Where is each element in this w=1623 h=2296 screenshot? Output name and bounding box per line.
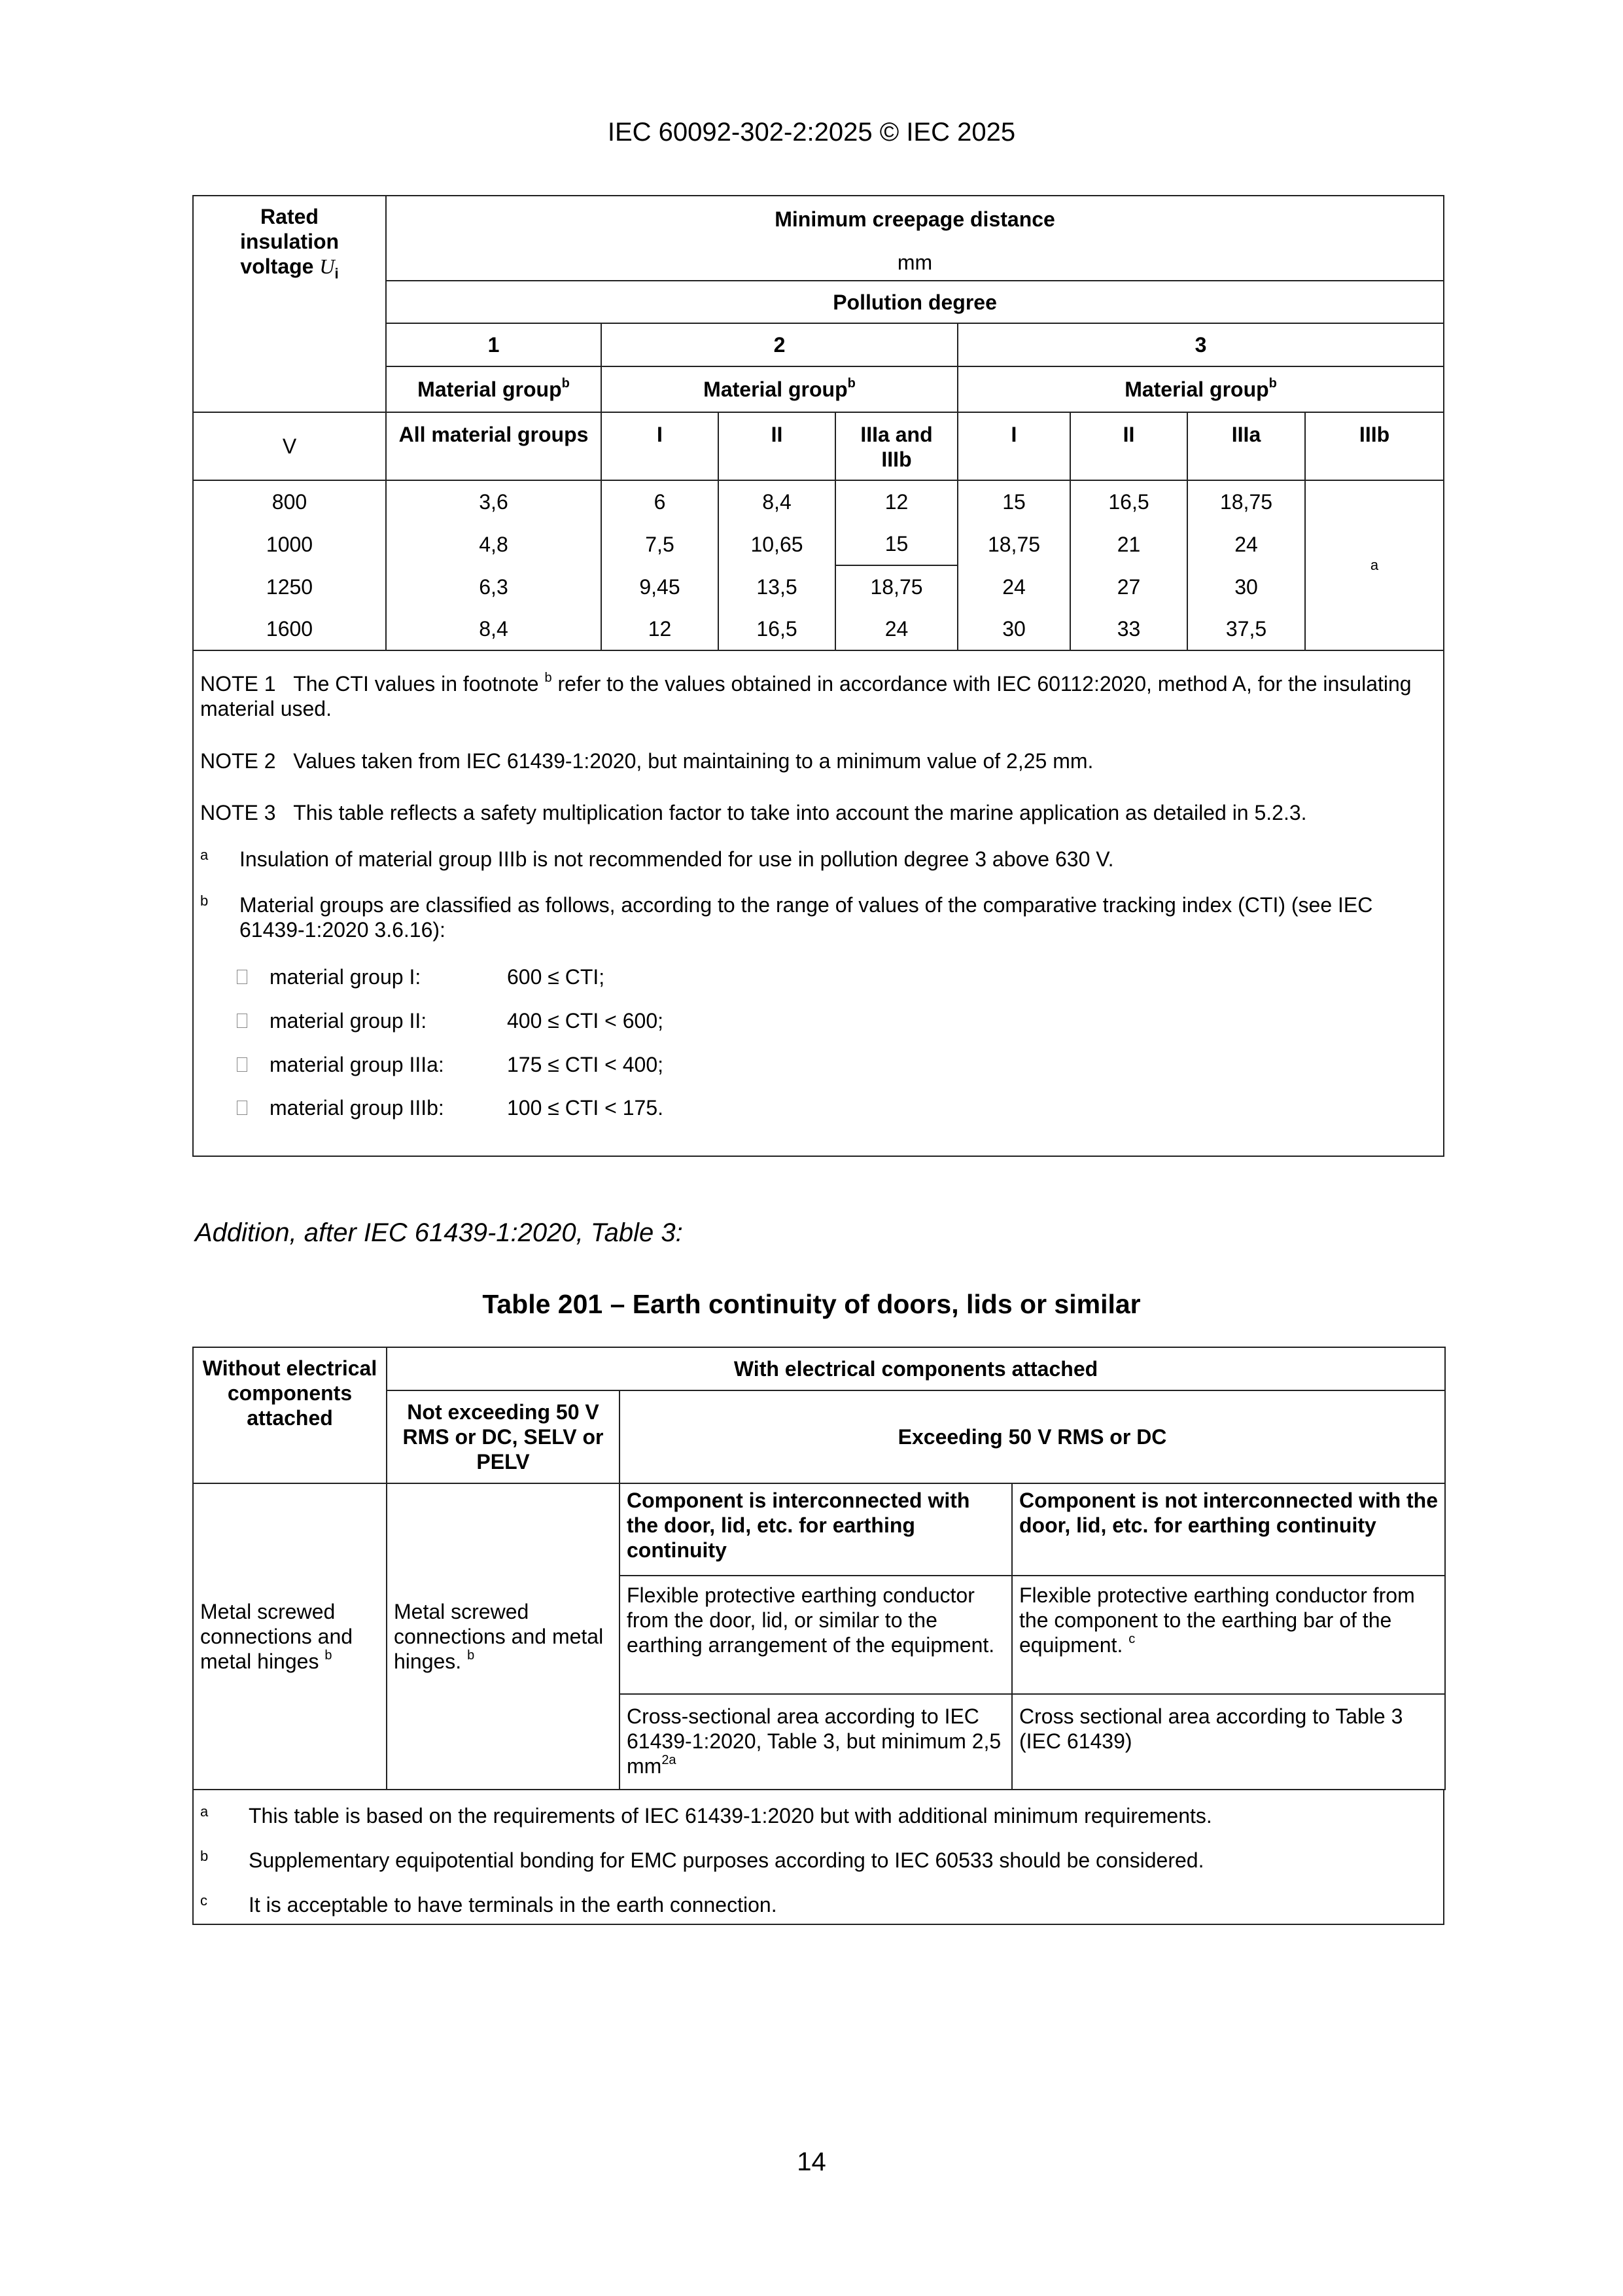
subheader-pd3-ii: II	[1070, 412, 1187, 480]
cell-cross-interconnected: Cross-sectional area according to IEC 61439-1:2020, Table 3, but minimum 2,5 $mm^{2a}$	[620, 1694, 1012, 1790]
header-rated-voltage: Rated insulation voltage $U_i$	[193, 196, 386, 412]
subheader-pd2-ii: II	[718, 412, 835, 480]
note-3: NOTE 3 This table reflects a safety multiplication factor to take into account the marine application as detailed in 5.2.3.	[200, 801, 1307, 824]
unit-volts: V	[193, 412, 386, 480]
subheader-pd3-iiia: IIIa	[1187, 412, 1305, 480]
bullet-box-icon	[237, 1057, 247, 1072]
degree-1: 1	[386, 323, 601, 366]
cell-flexible-not-interconnected: Flexible protective earthing conductor from the component to the earthing bar of the equipment. $^c$	[1012, 1576, 1445, 1694]
bullet-box-icon	[237, 970, 247, 984]
table1-notes: NOTE 1 The CTI values in footnote $^b$ refer to the values obtained in accordance with IEC 60112:2020, method A, for the insulating material used. NOTE 2 Values taken from IEC 61439-1:2020, but maintaining to a minimum value of 2,25 mm. NOTE 3 This table reflects a safety multiplication factor to take into account the marine application as detailed in 5.2.3. a Insulation of material group IIIb is not recommended for use in pollution degree 3 above 630 V. b Material groups are classified as follows, according to the range of values of the comparative tracking index (CTI) (see IEC 61439-1:2020 3.6.16): material group I: 600 ≤ CTI; material group II: 400 ≤ CTI < 600; material group IIIa: 175 ≤ CTI < 400; material group IIIb: 100 ≤ CTI < 175.	[192, 650, 1444, 1157]
degree-2: 2	[601, 323, 958, 366]
table-row: 1250 6,3 9,45 13,5 18,75 24 27 30	[193, 565, 1444, 608]
cell-not-exceeding: Metal screwed connections and metal hinges. $^b$	[387, 1483, 620, 1790]
header-min-creepage: Minimum creepage distance mm	[386, 196, 1444, 281]
header-interconnected: Component is interconnected with the door, lid, etc. for earthing continuity	[620, 1483, 1012, 1576]
bullet-box-icon	[237, 1014, 247, 1028]
earth-continuity-table	[192, 1347, 1446, 1790]
subheader-pd3-i: I	[958, 412, 1070, 480]
header-without-components: Without electrical components attached	[193, 1347, 387, 1483]
degree-3: 3	[958, 323, 1444, 366]
header-pollution-degree: Pollution degree	[386, 281, 1444, 323]
table-row: 1000 4,8 7,5 10,65 15 18,75 21 24	[193, 523, 1444, 565]
note-1: NOTE 1 The CTI values in footnote $^b$ refer to the values obtained in accordance with IEC 60112:2020, method A, for the insulating material used.	[200, 671, 1412, 720]
document-header: IEC 60092-302-2:2025 © IEC 2025	[607, 118, 1016, 147]
material-group-2: Material group$^b$	[601, 366, 958, 412]
table2-footnotes: a This table is based on the requirements of IEC 61439-1:2020 but with additional minimum requirements. b Supplementary equipotential bonding for EMC purposes according to IEC 60533 should be considered. c It is acceptable to have terminals in the earth connection.	[192, 1789, 1444, 1925]
table-row: 1600 8,4 12 16,5 24 30 33 37,5	[193, 608, 1444, 650]
header-with-components: With electrical components attached	[387, 1347, 1445, 1390]
subheader-pd2-i: I	[601, 412, 718, 480]
table201-title: Table 201 – Earth continuity of doors, lids or similar	[482, 1289, 1141, 1319]
header-not-exceeding-50v: Not exceeding 50 V RMS or DC, SELV or PELV	[387, 1390, 620, 1483]
symbol-u: U	[319, 255, 335, 278]
material-group-1: Material group$^b$	[386, 366, 601, 412]
cell-without-components: Metal screwed connections and metal hinges $^b$	[193, 1483, 387, 1790]
bullet-box-icon	[237, 1101, 247, 1115]
material-group-3: Material group$^b$	[958, 366, 1444, 412]
subheader-all: All material groups	[386, 412, 601, 480]
unit-mm: mm	[897, 251, 933, 274]
iiib-footnote-ref: a	[1305, 480, 1444, 650]
addition-instruction: Addition, after IEC 61439-1:2020, Table 3:	[195, 1218, 683, 1247]
cell-cross-not-interconnected: Cross sectional area according to Table 3 (IEC 61439)	[1012, 1694, 1445, 1790]
subheader-pd3-iiib: IIIb	[1305, 412, 1444, 480]
subheader-pd2-iii: IIIa and IIIb	[835, 412, 958, 480]
header-exceeding-50v: Exceeding 50 V RMS or DC	[620, 1390, 1445, 1483]
creepage-distance-table	[192, 195, 1444, 651]
note-2: NOTE 2 Values taken from IEC 61439-1:2020, but maintaining to a minimum value of 2,25 mm.	[200, 749, 1094, 773]
page-number: 14	[797, 2147, 826, 2176]
header-not-interconnected: Component is not interconnected with the door, lid, etc. for earthing continuity	[1012, 1483, 1445, 1576]
table-row: 800 3,6 6 8,4 12 15 16,5 18,75 a	[193, 480, 1444, 523]
cell-flexible-interconnected: Flexible protective earthing conductor from the door, lid, or similar to the earthing arrangement of the equipment.	[620, 1576, 1012, 1694]
